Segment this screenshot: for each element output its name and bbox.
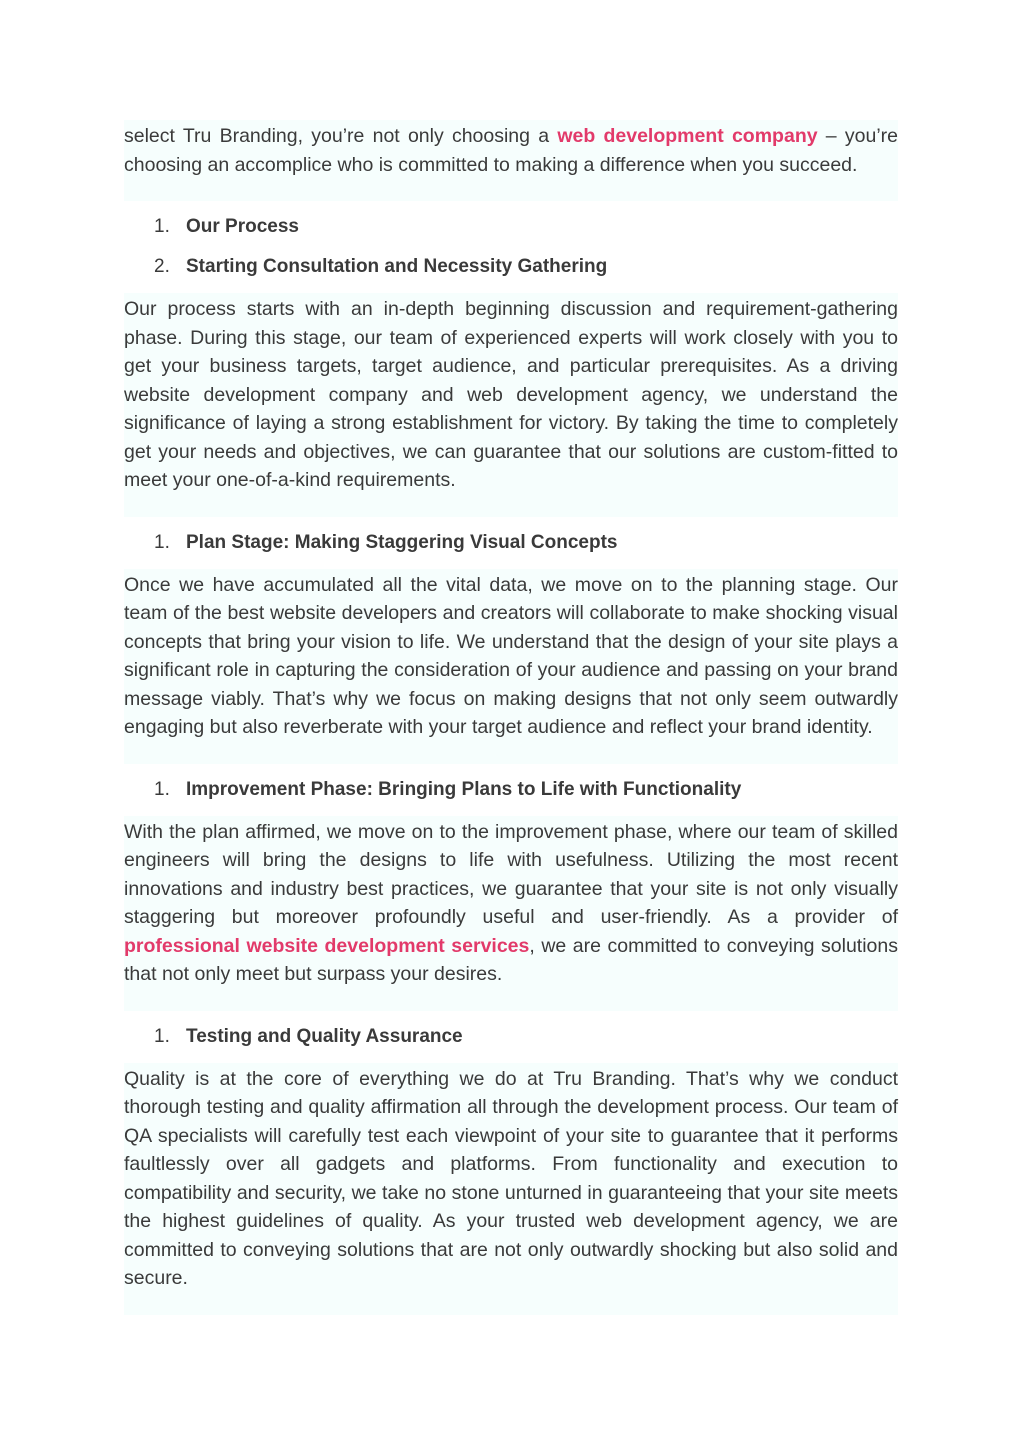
web-development-company-link[interactable]: web development company (557, 125, 818, 147)
testing-list (124, 1023, 898, 1051)
list-item-label: Testing and Quality Assurance (186, 1025, 463, 1047)
list-item-label: Starting Consultation and Necessity Gathering (186, 256, 608, 277)
professional-services-link[interactable]: professional website development services (124, 934, 530, 957)
improvement-text-pre: With the plan affirmed, we move on to the improvement phase, where our team of skilled engineers will bring the designs to life with usefulness. Utilizing the most recent innovations and industry best practices, we guarantee that your site is not only visually staggering but moreover profoundly useful and user-friendly. As a provider of (124, 820, 898, 928)
list-item-improvement (124, 776, 898, 804)
list-number: 1. (154, 531, 170, 553)
list-item-testing (124, 1023, 898, 1051)
list-item-consultation (124, 253, 898, 281)
list-item-label: Improvement Phase: Bringing Plans to Life with Functionality (186, 778, 742, 800)
improvement-list (124, 776, 898, 804)
list-item-our-process (124, 213, 898, 241)
intro-paragraph (124, 120, 898, 201)
list-number: 1. (154, 216, 170, 237)
plan-paragraph: Once we have accumulated all the vital data, we move on to the planning stage. Our team of the best website developers and creators will collaborate to make shocking visual concepts that bring your vision to life. We understand that the design of your site plays a significant role in capturing the consideration of your audience and passing on your brand message viably. That’s why we focus on making designs that not only seem outwardly engaging but also reverberate with your target audience and reflect your brand identity. (124, 569, 898, 764)
intro-text-post: – you’re choosing an accomplice who is committed to making a difference when you succeed. (124, 125, 898, 176)
list-item-label: Plan Stage: Making Staggering Visual Concepts (186, 531, 618, 553)
document-content (124, 120, 898, 1315)
testing-paragraph: Quality is at the core of everything we do at Tru Branding. That’s why we conduct thorough testing and quality affirmation all through the development process. Our team of QA specialists will carefully test each viewpoint of your site to guarantee that it performs faultlessly over all gadgets and platforms. From functionality and execution to compatibility and security, we take no stone unturned in guaranteeing that your site meets the highest guidelines of quality. As your trusted web development agency, we are committed to conveying solutions that are not only outwardly shocking but also solid and secure. (124, 1063, 898, 1315)
list-number: 2. (154, 256, 170, 277)
list-number: 1. (154, 1025, 170, 1047)
plan-stage-list (124, 529, 898, 557)
consultation-paragraph: Our process starts with an in-depth beginning discussion and requirement-gathering phase. During this stage, our team of experienced experts will work closely with you to get your business targets, target audience, and particular prerequisites. As a driving website development company and web development agency, we understand the significance of laying a strong establishment for victory. By taking the time to completely get your needs and objectives, we can guarantee that our solutions are custom-fitted to meet your one-of-a-kind requirements. (124, 293, 898, 517)
intro-text-pre: select Tru Branding, you’re not only choosing a (124, 125, 558, 147)
list-item-plan-stage (124, 529, 898, 557)
process-list (124, 213, 898, 281)
list-number: 1. (154, 778, 170, 800)
list-item-label: Our Process (186, 216, 299, 237)
improvement-paragraph (124, 816, 898, 1011)
improvement-text-post: , we are committed to conveying solutions that not only meet but surpass your desires. (124, 934, 899, 985)
